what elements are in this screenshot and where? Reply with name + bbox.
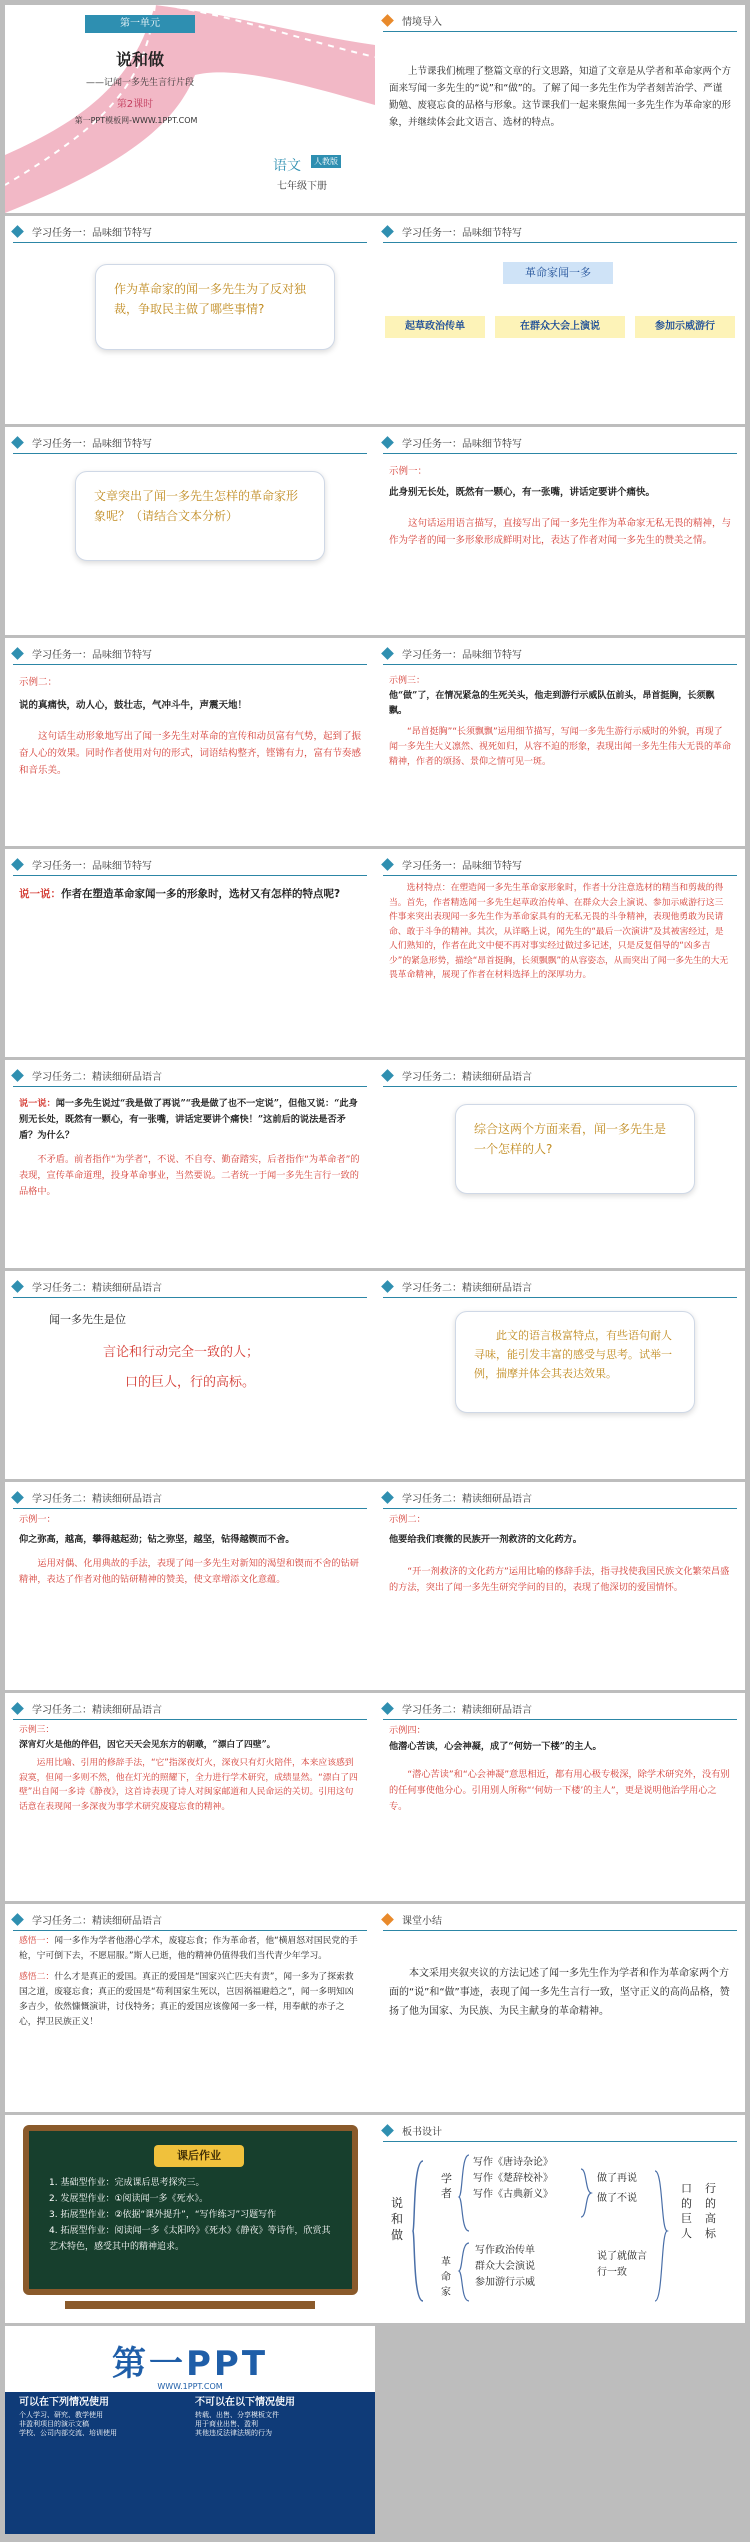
reflection-1-label: 感悟一： xyxy=(19,1936,55,1946)
conclusion-line-1: 闻一多先生是位 xyxy=(49,1313,126,1326)
example-quote: 他“做”了，在情况紧急的生死关头，他走到游行示威队伍前头，昂首挺胸，长须飘飘。 xyxy=(389,691,715,716)
summary-text: 本文采用夹叙夹议的方法记述了闻一多先生作为学者和作为革命家两个方面的“说”和“做”事迹，表现了闻一多先生言行一致，坚守正义的高尚品格，赞扬了他为国家、为民族、为民主献身的革命精神。 xyxy=(389,1968,730,2017)
slide-header xyxy=(383,1910,442,1928)
slide-header xyxy=(383,2121,442,2139)
slide-header xyxy=(13,1488,162,1506)
conclusion-line-3: 口的巨人，行的高标。 xyxy=(125,1375,256,1390)
diamond-icon xyxy=(11,436,24,449)
example-label: 示例一： xyxy=(19,1514,56,1525)
header-title: 课堂小结 xyxy=(402,1915,442,1927)
lesson-subtitle: ——记闻一多先生言行片段 xyxy=(85,78,194,88)
diamond-icon xyxy=(11,1069,24,1082)
header-title: 学习任务二：精读细研品语言 xyxy=(402,1071,532,1083)
slide-cover[interactable] xyxy=(5,5,375,213)
brace-lines xyxy=(411,2151,711,2321)
brand-url[interactable]: WWW.1PPT.COM xyxy=(157,2382,223,2391)
allowed-line: 学校、公司内部交流、培训使用 xyxy=(19,2429,117,2437)
example-label: 示例三： xyxy=(19,1725,55,1735)
scholar-label: 学者 xyxy=(441,2172,452,2200)
example-label: 示例一： xyxy=(389,466,428,477)
scholar-item: 写作《古典新义》 xyxy=(473,2189,553,2200)
forbidden-title: 不可以在以下情况使用 xyxy=(195,2397,295,2408)
example-analysis: 运用对偶、化用典故的手法，表现了闻一多先生对新知的渴望和锲而不舍的钻研精神，表达了作者对他的钻研精神的赞美，使文章增添文化意蕴。 xyxy=(19,1558,359,1585)
header-title: 学习任务二：精读细研品语言 xyxy=(32,1915,162,1927)
event-3: 参加示威游行 xyxy=(635,316,735,338)
diamond-icon xyxy=(11,1491,24,1504)
example-quote: 此身别无长处，既然有一颗心，有一张嘴，讲话定要讲个痛快。 xyxy=(389,487,656,498)
center-label: 革命家闻一多 xyxy=(503,262,613,284)
forbidden-column xyxy=(195,2398,365,2438)
slide-header xyxy=(13,855,152,873)
scholar-item: 写作《楚辞校补》 xyxy=(473,2173,553,2184)
header-title: 情境导入 xyxy=(402,16,442,28)
slide-header xyxy=(13,433,152,451)
event-1: 起草政治传单 xyxy=(385,316,485,338)
slide-header xyxy=(383,1066,532,1084)
header-divider xyxy=(13,1930,367,1931)
example-quote: 仰之弥高，越高，攀得越起劲；钻之弥坚，越坚，钻得越锲而不舍。 xyxy=(19,1534,295,1545)
header-title: 学习任务二：精读细研品语言 xyxy=(402,1282,532,1294)
scholar-summary-1: 做了再说 xyxy=(597,2173,637,2184)
diamond-icon xyxy=(11,858,24,871)
slide-header xyxy=(13,1066,162,1084)
task-card: 此文的语言极富特点，有些语句耐人寻味，能引发丰富的感受与思考。试举一例，揣摩并体会其表达效果。 xyxy=(455,1311,695,1413)
subject-label: 语文 xyxy=(273,158,301,174)
slide-summary[interactable] xyxy=(375,1904,745,2112)
header-title: 学习任务二：精读细研品语言 xyxy=(32,1704,162,1716)
say-label: 说一说： xyxy=(19,1098,56,1109)
slide-lang-example-1[interactable] xyxy=(5,1482,375,1690)
slide-header xyxy=(383,11,442,29)
revolutionary-item: 写作政治传单 xyxy=(475,2245,535,2256)
slide-intro[interactable] xyxy=(375,5,745,213)
reflection-1: 闻一多作为学者他潜心学术，废寝忘食；作为革命者，他“横眉怒对国民党的手枪，宁可倒下去，不愿屈服。”斯人已逝，他的精神仍值得我们当代青少年学习。 xyxy=(19,1936,358,1961)
board-right-1: 口的巨人 xyxy=(681,2182,692,2240)
example-analysis: “潜心苦读”和“心会神凝”意思相近，都有用心极专极深，除学术研究外，没有别的任何事使他分心。引用别人所称“‘何妨一下楼’的主人”，更是说明他治学用心之专。 xyxy=(389,1769,730,1812)
header-divider xyxy=(13,242,367,243)
diamond-icon xyxy=(11,225,24,238)
header-divider xyxy=(13,1086,367,1087)
slide-header xyxy=(383,855,522,873)
slide-say-2[interactable] xyxy=(5,1060,375,1268)
slide-example-2[interactable] xyxy=(5,638,375,846)
example-label: 示例二： xyxy=(389,1514,426,1525)
homework-item: 4. 拓展型作业：阅读闻一多《太阳吟》《死水》《静夜》等诗作，欣赏其艺术特色，感受其中的精神追求。 xyxy=(49,2226,331,2252)
homework-item: 1. 基础型作业：完成课后思考探究三。 xyxy=(49,2178,205,2188)
lesson-title: 说和做 xyxy=(115,50,164,69)
reflection-2-label: 感悟二： xyxy=(19,1972,55,1982)
chalkboard xyxy=(23,2125,358,2295)
edition-badge: 人教版 xyxy=(311,155,341,168)
allowed-column xyxy=(19,2398,179,2438)
say-question: 作者在塑造革命家闻一多的形象时，选材又有怎样的特点呢? xyxy=(61,888,341,900)
example-analysis: “开一剂救济的文化药方”运用比喻的修辞手法，指寻找使我国民族文化繁荣昌盛的方法，突出了闻一多先生研究学问的目的，表现了他深切的爱国情怀。 xyxy=(389,1566,730,1593)
scholar-item: 写作《唐诗杂论》 xyxy=(473,2157,553,2168)
slide-task1-q[interactable] xyxy=(5,216,375,424)
example-analysis: 这句话生动形象地写出了闻一多先生对革命的宣传和动员富有气势，起到了振奋人心的效果。同时作者使用对句的形式，词语结构整齐，铿锵有力，富有节奏感和音乐美。 xyxy=(19,731,362,776)
example-quote: 深宵灯火是他的伴侣，因它天天会见东方的朝暾，“漂白了四壁”。 xyxy=(19,1739,276,1750)
example-quote: 说的真痛快，动人心，鼓壮志，气冲斗牛，声震天地！ xyxy=(19,700,248,711)
diamond-icon xyxy=(381,858,394,871)
revolutionary-summary: 说了就做言行一致 xyxy=(597,2251,647,2278)
allowed-line: 个人学习、研究、教学使用 xyxy=(19,2411,103,2419)
diamond-icon xyxy=(11,1913,24,1926)
slide-say-1[interactable] xyxy=(5,849,375,1057)
slide-header xyxy=(383,644,522,662)
header-divider xyxy=(383,1719,737,1720)
header-title: 学习任务一：品味细节特写 xyxy=(402,227,522,239)
board-left: 说和做 xyxy=(391,2196,404,2242)
example-quote: 他潜心苦读，心会神凝，成了“何妨一下楼”的主人。 xyxy=(389,1741,602,1752)
question-card: 综合这两个方面来看，闻一多先生是一个怎样的人? xyxy=(455,1104,695,1194)
forbidden-line: 其他违反法律法规的行为 xyxy=(195,2429,272,2437)
header-title: 学习任务一：品味细节特写 xyxy=(32,860,152,872)
slide-header xyxy=(13,644,152,662)
question-card: 作为革命家的闻一多先生为了反对独裁，争取民主做了哪些事情? xyxy=(95,264,335,350)
diamond-icon xyxy=(381,1280,394,1293)
slide-lang-example-3[interactable] xyxy=(5,1693,375,1901)
allowed-title: 可以在下列情况使用 xyxy=(19,2397,109,2408)
period-label: 第2课时 xyxy=(116,99,154,110)
header-divider xyxy=(13,1508,367,1509)
homework-item: 3. 拓展型作业：②依据“课外提升”，“写作练习”习题写作 xyxy=(49,2210,277,2220)
example-analysis: “昂首挺胸”“长须飘飘”运用细节描写，写闻一多先生游行示威时的外貌，再现了闻一多先生大义凛然、视死如归，从容不迫的形象，表现出闻一多先生伟大无畏的革命精神，作者的颂扬、景仰之情可见一斑。 xyxy=(389,727,732,767)
revolutionary-items xyxy=(475,2243,535,2291)
slide-header xyxy=(383,222,522,240)
slide-board-design[interactable] xyxy=(375,2115,745,2323)
homework-list xyxy=(49,2175,336,2255)
slide-example-3[interactable] xyxy=(375,638,745,846)
event-2: 在群众大会上演说 xyxy=(495,316,625,338)
header-divider xyxy=(383,242,737,243)
slide-header xyxy=(13,1277,162,1295)
header-divider xyxy=(383,2141,737,2142)
header-title: 学习任务二：精读细研品语言 xyxy=(402,1704,532,1716)
slide-header xyxy=(13,1910,162,1928)
slide-task2-q[interactable] xyxy=(375,1060,745,1268)
slide-selection[interactable] xyxy=(375,849,745,1057)
header-title: 学习任务二：精读细研品语言 xyxy=(32,1071,162,1083)
slide-template-ad[interactable] xyxy=(5,2326,375,2534)
header-divider xyxy=(13,453,367,454)
slide-example-1[interactable] xyxy=(375,427,745,635)
say-question: 闻一多先生说过“我是做了再说”“我是做了也不一定说”，但他又说：“此身别无长处，既然有一颗心，有一张嘴，讲话定要讲个痛快！”这前后的说法是否矛盾？为什么？ xyxy=(19,1098,358,1141)
say-answer: 不矛盾。前者指作“为学者”，不说、不自夸、勤奋踏实，后者指作“为革命者”的表现，宣传革命道理，投身革命事业，当然要说。二者统一于闻一多先生言行一致的品格中。 xyxy=(19,1154,360,1197)
board-stand xyxy=(65,2301,315,2309)
header-title: 板书设计 xyxy=(402,2126,442,2138)
slide-header xyxy=(383,433,522,451)
header-divider xyxy=(383,664,737,665)
header-divider xyxy=(383,453,737,454)
slide-header xyxy=(383,1699,532,1717)
header-divider xyxy=(383,1297,737,1298)
diamond-icon xyxy=(381,1491,394,1504)
slide-header xyxy=(13,222,152,240)
slide-header xyxy=(383,1277,532,1295)
reflection-2: 什么才是真正的爱国。真正的爱国是“国家兴亡匹夫有责”，闻一多为了探索救国之道，废寝忘食；真正的爱国是“苟利国家生死以，岂因祸福避趋之”，闻一多明知凶多吉少，依然慷慨演讲，讨伐特务；真正的爱国应该像闻一多一样，用奉献的赤子之心，捍卫民族正义！ xyxy=(19,1972,354,2027)
example-analysis: 这句话运用语言描写，直接写出了闻一多先生作为革命家无私无畏的精神，与作为学者的闻一多形象形成鲜明对比，表达了作者对闻一多先生的赞美之情。 xyxy=(389,518,732,546)
scholar-items xyxy=(473,2155,553,2203)
forbidden-line: 转载、出售、分享模板文件 xyxy=(195,2411,279,2419)
usage-panel xyxy=(5,2392,375,2534)
diamond-icon xyxy=(381,2124,394,2137)
header-title: 学习任务二：精读细研品语言 xyxy=(402,1493,532,1505)
header-title: 学习任务一：品味细节特写 xyxy=(402,438,522,450)
header-divider xyxy=(13,1297,367,1298)
diamond-icon xyxy=(11,1280,24,1293)
slide-header xyxy=(383,1488,532,1506)
revolutionary-label: 革命家 xyxy=(441,2257,451,2298)
header-title: 学习任务二：精读细研品语言 xyxy=(32,1282,162,1294)
slide-task1-q2[interactable] xyxy=(5,427,375,635)
diamond-icon xyxy=(11,1702,24,1715)
say-label: 说一说： xyxy=(19,888,61,900)
diamond-icon xyxy=(381,1702,394,1715)
example-quote: 他要给我们衰微的民族开一剂救济的文化药方。 xyxy=(389,1534,582,1545)
diamond-icon xyxy=(381,436,394,449)
homework-item: 2. 发展型作业：①阅读闻一多《死水》。 xyxy=(49,2194,209,2204)
header-divider xyxy=(383,31,737,32)
header-divider xyxy=(383,1930,737,1931)
slide-task1-events[interactable] xyxy=(375,216,745,424)
header-divider xyxy=(13,875,367,876)
header-title: 学习任务一：品味细节特写 xyxy=(32,438,152,450)
diamond-icon xyxy=(11,647,24,660)
example-label: 示例三： xyxy=(389,676,426,686)
slide-lang-example-2[interactable] xyxy=(375,1482,745,1690)
revolutionary-item: 群众大会演说 xyxy=(475,2261,535,2272)
slide-reflections[interactable] xyxy=(5,1904,375,2112)
diamond-icon xyxy=(381,647,394,660)
header-title: 学习任务一：品味细节特写 xyxy=(32,649,152,661)
revolutionary-item: 参加游行示威 xyxy=(475,2277,535,2288)
header-title: 学习任务一：品味细节特写 xyxy=(402,860,522,872)
example-label: 示例四： xyxy=(389,1725,426,1736)
diamond-icon xyxy=(381,1069,394,1082)
board-right-2: 行的高标 xyxy=(705,2182,716,2240)
example-analysis: 运用比喻、引用的修辞手法，“它”指深夜灯火，深夜只有灯火陪伴，本来应该感到寂寞，但闻一多则不然，他在灯光的照耀下，全力进行学术研究，成绩显然。“漂白了四壁”出自闻一多诗《静夜》，这首诗表现了诗人对闽家邮道和人民命运的关切。引用这句话意在表现闻一多深夜为事学术研究废寝忘食的精神。 xyxy=(19,1758,358,1812)
intro-text: 上节课我们梳理了整篇文章的行文思路，知道了文章是从学者和革命家两个方面来写闻一多先生的“说”和“做”的。了解了闻一多先生作为学者刻苦治学、严谨勤勉、废寝忘食的品格与形象。这节课我们一起来聚焦闻一多先生作为革命家的形象，并继续体会此文语言、选材的特点。 xyxy=(389,66,732,128)
header-divider xyxy=(383,1086,737,1087)
diamond-icon xyxy=(381,1913,394,1926)
diamond-icon xyxy=(381,225,394,238)
slide-homework[interactable] xyxy=(5,2115,375,2323)
selection-text: 选材特点：在塑造闻一多先生革命家形象时，作者十分注意选材的精当和剪裁的得当。首先，作者精选闻一多先生起草政治传单、在群众大会上演说、参加示威游行这三件事来突出表现闻一多先生作为革命家具有的无私无畏的斗争精神，表现他勇敢为民请命、敢于斗争的精神。其次，从详略上说，闻先生的“最后一次演讲”及其被害经过，是人们熟知的，作者在此文中便不再对事实经过做过多记述，只是反复倡导的“凶多吉少”的紧急形势，描绘“昂首挺胸，长须飘飘”的从容姿态，从而突出了闻一多先生的大无畏革命精神，展现了作者在材料选择上的深厚功力。 xyxy=(389,883,729,980)
header-divider xyxy=(13,664,367,665)
example-label: 示例二： xyxy=(19,677,58,688)
header-divider xyxy=(383,875,737,876)
slide-conclusion[interactable] xyxy=(5,1271,375,1479)
header-title: 学习任务一：品味细节特写 xyxy=(402,649,522,661)
header-title: 学习任务二：精读细研品语言 xyxy=(32,1493,162,1505)
allowed-line: 非盈利项目的演示文稿 xyxy=(19,2420,89,2428)
conclusion-line-2: 言论和行动完全一致的人； xyxy=(103,1345,260,1360)
grade-label: 七年级下册 xyxy=(277,181,327,192)
diamond-icon xyxy=(381,14,394,27)
site-label: 第一PPT模板网-WWW.1PPT.COM xyxy=(74,116,198,125)
scholar-summary-2: 做了不说 xyxy=(597,2193,637,2204)
header-divider xyxy=(13,1719,367,1720)
question-card: 文章突出了闻一多先生怎样的革命家形象呢？（请结合文本分析） xyxy=(75,471,325,561)
homework-title: 课后作业 xyxy=(154,2145,244,2167)
slide-task2-lang[interactable] xyxy=(375,1271,745,1479)
unit-badge: 第一单元 xyxy=(85,15,195,33)
header-title: 学习任务一：品味细节特写 xyxy=(32,227,152,239)
forbidden-line: 用于商业出售、盈利 xyxy=(195,2420,258,2428)
slide-lang-example-4[interactable] xyxy=(375,1693,745,1901)
brand-logo: 第一PPT xyxy=(111,2344,269,2384)
header-divider xyxy=(383,1508,737,1509)
slide-header xyxy=(13,1699,162,1717)
